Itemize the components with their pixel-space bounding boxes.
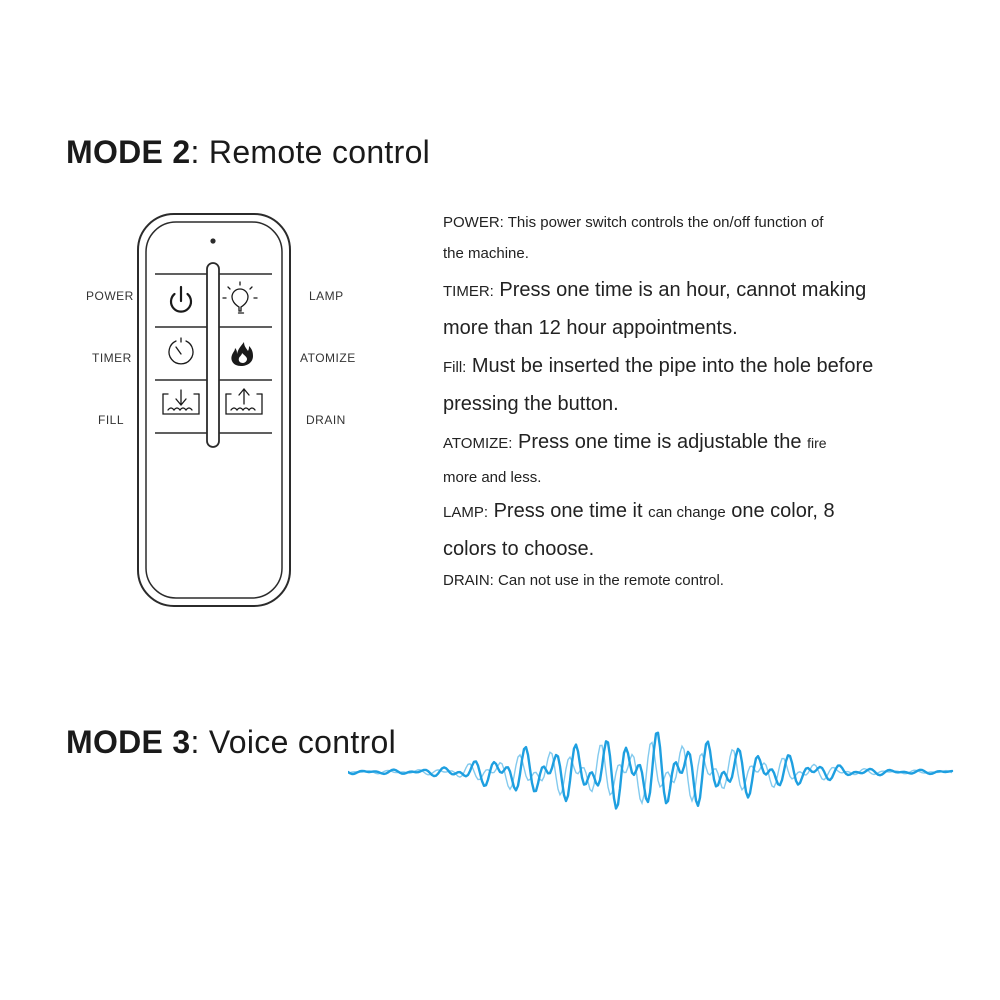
atomize-key: ATOMIZE: <box>443 435 513 452</box>
drain-text-1: Can not use in the remote control. <box>498 572 724 589</box>
lamp-text-1c: one color, 8 <box>731 500 835 522</box>
fill-text-1: Must be inserted the pipe into the hole before <box>471 355 874 377</box>
drain-description <box>443 565 983 596</box>
mode2-heading <box>66 134 430 171</box>
atomize-text-2: more and less. <box>443 469 542 486</box>
atomize-text-1b: fire <box>807 435 827 451</box>
atomize-text-1a: Press one time is adjustable the <box>518 431 802 453</box>
lamp-text-1a: Press one time it <box>493 500 643 522</box>
voice-waveform <box>348 730 958 830</box>
timer-icon <box>169 338 193 364</box>
drain-button[interactable] <box>226 389 262 414</box>
fill-description <box>443 347 983 423</box>
mode2-title: Remote control <box>208 134 431 170</box>
power-key: POWER: <box>443 214 504 231</box>
mode3-heading <box>66 724 396 761</box>
label-atomize: ATOMIZE <box>300 351 356 365</box>
power-text-2: the machine. <box>443 245 529 262</box>
label-timer: TIMER <box>92 351 132 365</box>
label-power: POWER <box>86 289 134 303</box>
center-slot <box>207 263 219 447</box>
lamp-description <box>443 492 983 568</box>
power-button[interactable] <box>171 287 191 312</box>
label-drain: DRAIN <box>306 413 346 427</box>
timer-text-2: more than 12 hour appointments. <box>443 317 738 339</box>
label-lamp: LAMP <box>309 289 344 303</box>
fill-text-2: pressing the button. <box>443 393 619 415</box>
remote-control-drawing <box>0 200 440 620</box>
mode3-label: MODE 3 <box>66 724 191 760</box>
indicator-led <box>210 238 215 243</box>
drain-icon <box>226 389 262 414</box>
fill-button[interactable] <box>163 390 199 414</box>
fill-icon <box>163 390 199 414</box>
power-description <box>443 207 983 269</box>
atomize-description <box>443 423 983 493</box>
fill-key: Fill: <box>443 359 467 376</box>
timer-button[interactable] <box>169 338 193 364</box>
timer-key: TIMER: <box>443 283 494 300</box>
timer-text-1: Press one time is an hour, cannot making <box>499 279 867 301</box>
lamp-text-2: colors to choose. <box>443 538 595 560</box>
lamp-button[interactable] <box>223 282 257 313</box>
flame-icon <box>231 342 253 366</box>
drain-key: DRAIN: <box>443 572 494 589</box>
power-text-1: This power switch controls the on/off function of <box>507 214 824 231</box>
mode2-separator: : <box>190 134 200 170</box>
power-icon <box>171 287 191 312</box>
timer-description <box>443 271 983 347</box>
lamp-key: LAMP: <box>443 504 489 521</box>
lamp-bulb-icon <box>223 282 257 313</box>
label-fill: FILL <box>98 413 125 427</box>
mode3-separator: : <box>190 724 200 760</box>
mode2-label: MODE 2 <box>66 134 191 170</box>
lamp-text-1b: can change <box>648 504 726 521</box>
mode3-title: Voice control <box>208 724 397 760</box>
atomize-button[interactable] <box>231 342 253 366</box>
